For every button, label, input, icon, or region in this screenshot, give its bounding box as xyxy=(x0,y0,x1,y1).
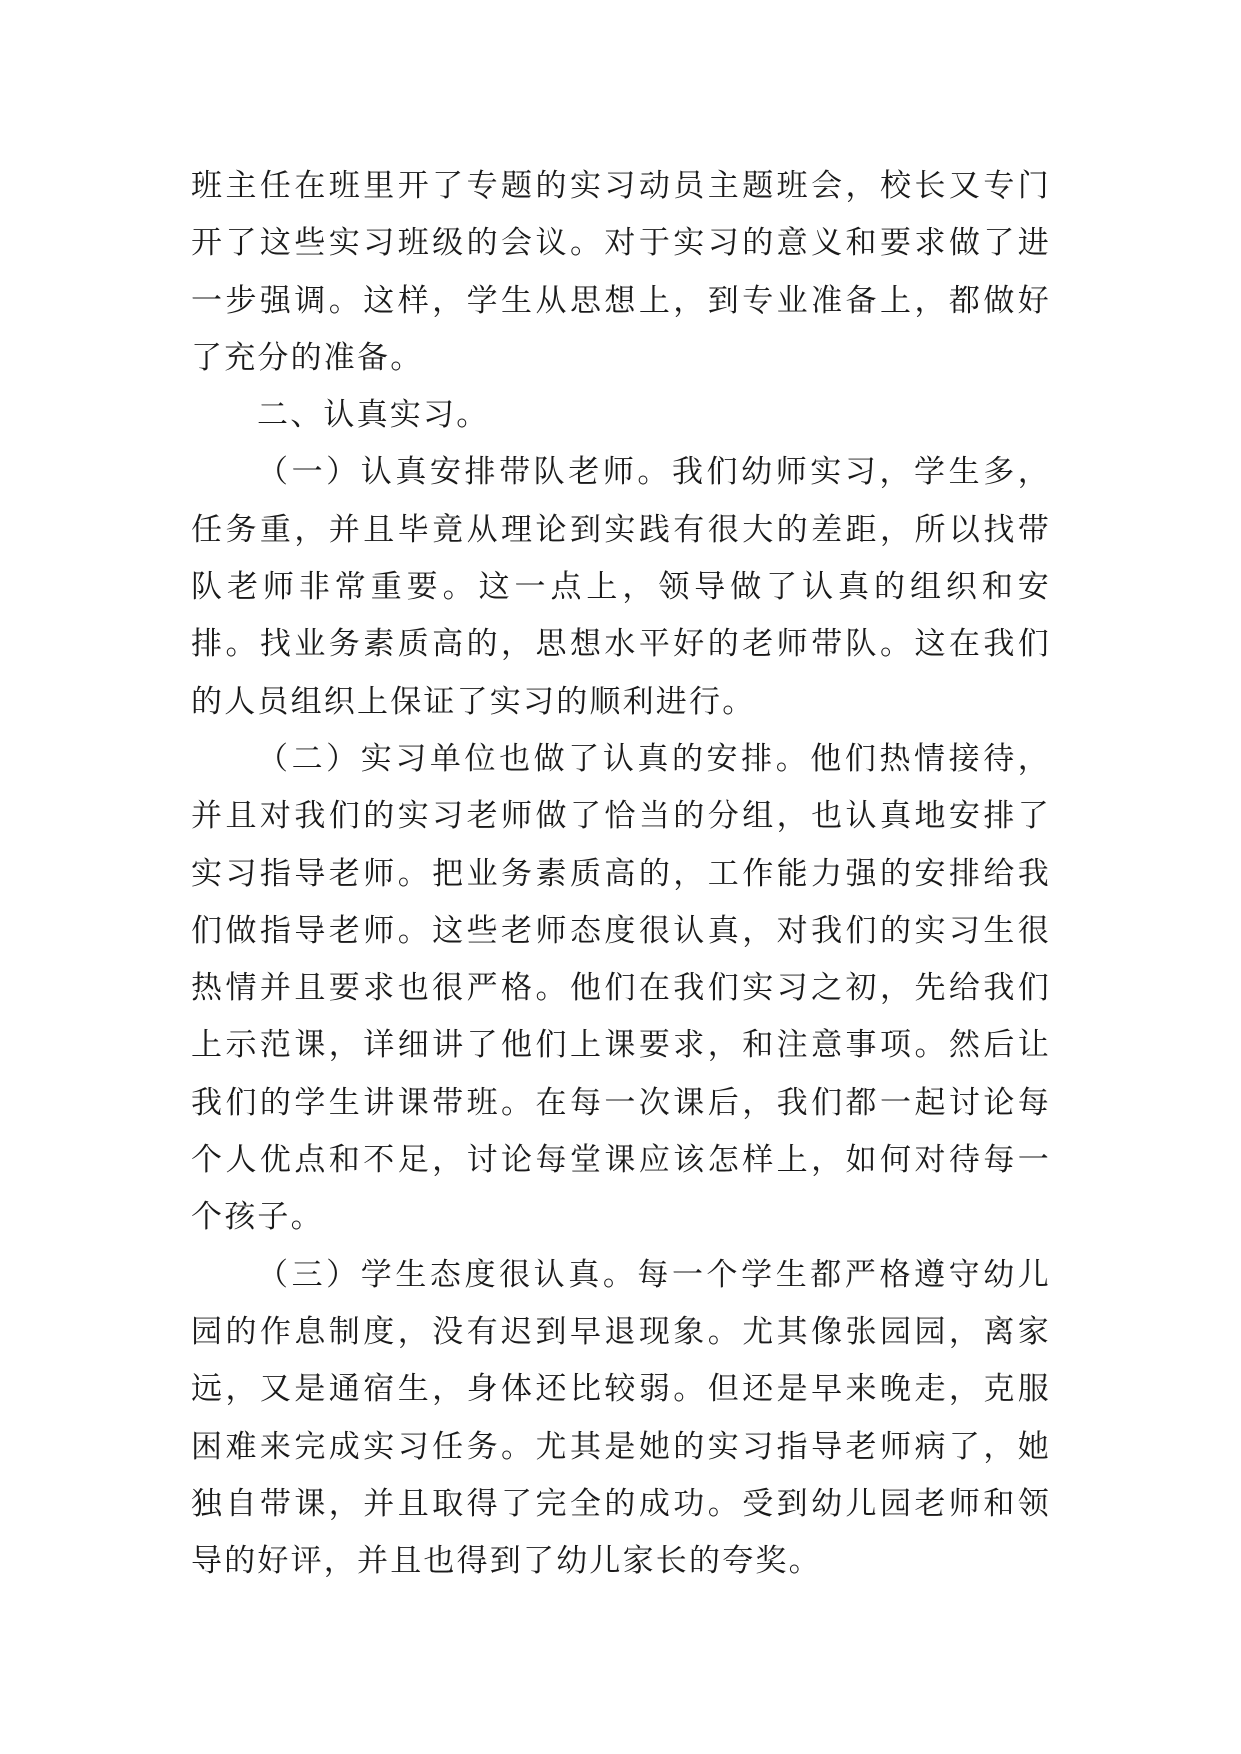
paragraph-internship-units: （二）实习单位也做了认真的安排。他们热情接待，并且对我们的实习老师做了恰当的分组，也认真地安排了实习指导老师。把业务素质高的，工作能力强的安排给我们做指导老师。这些老师态度很认真，对我们的实习生很热情并且要求也很严格。他们在我们实习之初，先给我们上示范课，详细讲了他们上课要求，和注意事项。然后让我们的学生讲课带班。在每一次课后，我们都一起讨论每个人优点和不足，讨论每堂课应该怎样上，如何对待每一个孩子。 xyxy=(191,740,1051,1236)
paragraph-student-attitude: （三）学生态度很认真。每一个学生都严格遵守幼儿园的作息制度，没有迟到早退现象。尤其像张园园，离家远，又是通宿生，身体还比较弱。但还是早来晚走，克服困难来完成实习任务。尤其是她的实习指导老师病了，她独自带课，并且取得了完全的成功。受到幼儿园老师和领导的好评，并且也得到了幼儿家长的夸奖。 xyxy=(191,1256,1051,1580)
paragraph-intro-continuation: 班主任在班里开了专题的实习动员主题班会，校长又专门开了这些实习班级的会议。对于实习的意义和要求做了进一步强调。这样，学生从思想上，到专业准备上，都做好了充分的准备。 xyxy=(191,168,1051,376)
section-heading-serious-internship: 二、认真实习。 xyxy=(257,397,490,434)
paragraph-arrange-teachers: （一）认真安排带队老师。我们幼师实习，学生多，任务重，并且毕竟从理论到实践有很大的差距，所以找带队老师非常重要。这一点上，领导做了认真的组织和安排。找业务素质高的，思想水平好的老师带队。这在我们的人员组织上保证了实习的顺利进行。 xyxy=(191,454,1051,720)
document-body xyxy=(191,158,1051,1590)
